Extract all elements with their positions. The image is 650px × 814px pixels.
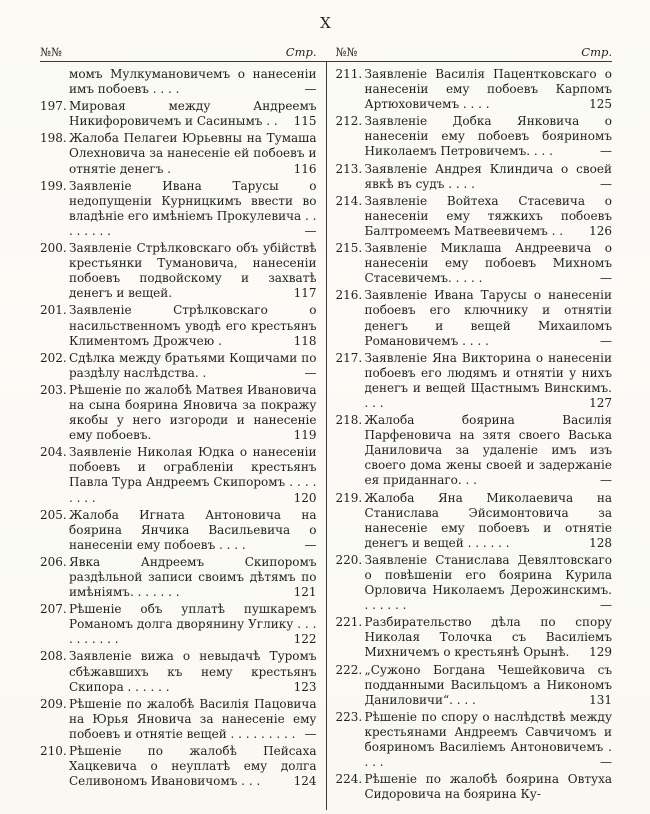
entry-text: Мировая между Андреемъ Никифоровичемъ и Сасинымъ . . (69, 99, 317, 129)
entry-number: 213. (335, 161, 363, 176)
entry-page: 131 (589, 692, 612, 707)
page-column-header: Стр. (581, 45, 612, 59)
entry-text: Разбирательство дѣла по спору Николая Толочка съ Василіемъ Михничемъ о крестьянѣ Орынѣ. (364, 615, 612, 660)
entry-text: Рѣшеніе по жалобѣ Пейсаха Хацкевича о неуплатѣ ему долга Селивономъ Ивановичомъ . . . (69, 744, 317, 789)
entry-text: Жалоба Пелагеи Юрьевны на Тумаша Олехновича за нанесеніе ей побоевъ и отнятіе денегъ . (69, 131, 317, 176)
entry-page: 119 (293, 428, 317, 443)
entry-number: 210. (40, 744, 67, 759)
toc-entry (336, 491, 613, 551)
toc-columns (40, 62, 612, 810)
entry-page: — (304, 537, 317, 552)
entry-number: 198. (40, 131, 67, 146)
entry-page: 115 (293, 114, 317, 129)
entry-number: 215. (335, 241, 363, 256)
entry-text: Рѣшеніе по спору о наслѣдствѣ между крестьянами Андреемъ Савчичомъ и бояриномъ Василіемъ Антоновичемъ . . . . (364, 709, 612, 770)
entry-text: Рѣшеніе по жалобѣ Василія Пацовича на Юрья Яновича за нанесеніе ему побоевъ и отнятіе вещей . . . . . . . . . (69, 696, 317, 741)
entry-text: Жалоба Яна Миколаевича на Станислава Эйсимонтовича за нанесеніе ему побоевъ и отнятіе денегъ и вещей . . . . . . (364, 490, 612, 550)
toc-left-column (40, 62, 326, 810)
entry-text: Рѣшеніе по жалобѣ боярина Овтуха Сидоровича на боярина Ку- (364, 772, 612, 802)
toc-entry (40, 99, 317, 129)
entry-number: 204. (40, 445, 67, 460)
entry-page: — (304, 82, 317, 97)
toc-entry (40, 649, 317, 694)
toc-entry (336, 288, 613, 348)
entry-page: — (600, 755, 612, 770)
entry-text: Заявленіе Ивана Тарусы о недопущеніи Курницкимъ ввести во владѣніе его имѣніемъ Прокулевича . . . . . . . . (69, 178, 317, 238)
entry-text: момъ Мулкумановичемъ о нанесеніи имъ побоевъ . . . . (69, 67, 317, 97)
toc-entry (40, 67, 317, 97)
entry-number: 221. (335, 615, 363, 630)
entry-text: Жалоба боярина Василія Парфеновича на зятя своего Васька Даниловича за удаленіе имъ изъ своего дома жены своей и задержаніе ея приданнаго. . . (364, 413, 612, 488)
entry-page: — (600, 144, 612, 159)
entry-text: Заявленіе Миклаша Андреевича о нанесеніи ему побоевъ Михномъ Стасевичемъ. . . . . (364, 241, 612, 286)
entry-number: 199. (40, 178, 67, 193)
entry-number: 206. (40, 554, 67, 569)
number-column-header: №№ (335, 45, 358, 59)
entry-number: 214. (335, 193, 363, 208)
entry-text: Заявленіе Стрѣлковскаго о насильственномъ уводѣ его крестьянъ Климентомъ Дрожчею . (69, 303, 317, 348)
toc-entry (40, 744, 317, 789)
entry-page: — (600, 333, 612, 348)
entry-text: Рѣшеніе объ уплатѣ пушкаремъ Романомъ долга дворянину Углику . . . . . . . . . . (69, 602, 317, 647)
toc-entry (336, 114, 613, 159)
entry-page: 122 (293, 632, 317, 647)
entry-text: Заявленіе Андрея Клиндича о своей явкѣ въ судъ . . . . (364, 161, 612, 191)
entry-number: 218. (335, 413, 363, 428)
column-header-left (40, 45, 326, 59)
entry-number: 209. (40, 696, 67, 711)
entry-text: Явка Андреемъ Скипоромъ раздѣльной записи своимъ дѣтямъ по имѣніямъ. . . . . . . (69, 554, 317, 600)
entry-number: 202. (40, 350, 67, 365)
toc-entry (40, 445, 317, 505)
entry-page: 126 (589, 223, 612, 238)
entry-number: 216. (335, 288, 363, 303)
entry-text: Жалоба Игната Антоновича на боярина Янчика Васильевича о нанесеніи ему побоевъ . . . . (69, 507, 317, 552)
toc-entry (336, 663, 613, 708)
toc-entry (40, 697, 317, 742)
entry-number: 223. (335, 709, 363, 724)
entry-number: 219. (335, 490, 363, 505)
entry-number: 222. (335, 662, 363, 677)
entry-number: 207. (40, 602, 67, 617)
entry-text: Заявленіе Василія Пацентковскаго о нанесеніи ему побоевъ Карпомъ Артюховичемъ . . . . (364, 67, 612, 112)
page-column-header: Стр. (285, 45, 317, 59)
entry-number: 224. (335, 772, 363, 787)
entry-page: 121 (293, 585, 317, 600)
entry-page: 120 (293, 490, 317, 505)
entry-text: Сдѣлка между братьями Кощичами по раздѣлу наслѣдства. . (69, 350, 317, 380)
toc-entry (336, 67, 613, 112)
toc-entry (336, 351, 613, 411)
entry-number: 211. (335, 67, 363, 81)
entry-page: — (600, 598, 612, 613)
entry-page: — (304, 223, 317, 238)
entry-number: 197. (40, 99, 67, 114)
toc-entry (40, 508, 317, 553)
entry-text: Заявленіе Войтеха Стасевича о нанесеніи ему тяжкихъ побоевъ Балтромеемъ Матвеевичемъ . . (364, 193, 612, 238)
toc-entry (40, 383, 317, 443)
entry-text: Рѣшеніе по жалобѣ Матвея Ивановича на сына боярина Яновича за покражу якобы у него изгороди и нанесеніе ему побоевъ. (69, 382, 317, 443)
entry-text: Заявленіе Яна Викторина о нанесеніи побоевъ его людямъ и отнятіи у нихъ денегъ и вещей Щастнымъ Винскимъ. . . . (364, 350, 612, 410)
entry-page: 118 (293, 333, 317, 348)
entry-page: — (600, 176, 612, 191)
entry-text: Заявленіе Стрѣлковскаго объ убійствѣ крестьянки Тумановича, нанесеніи побоевъ подвойскому и захватѣ денегъ и вещей. (69, 241, 317, 301)
entry-page: 129 (589, 645, 612, 660)
entry-page: — (600, 271, 612, 286)
toc-entry (40, 131, 317, 176)
toc-entry (336, 162, 613, 192)
entry-number: 200. (40, 241, 67, 256)
page-roman-numeral: X (320, 14, 332, 32)
entry-page: 116 (293, 161, 317, 176)
toc-entry (336, 241, 613, 286)
toc-right-column (327, 62, 613, 810)
entry-text: Заявленіе Ивана Тарусы о нанесеніи побоевъ его ключнику и отнятіи денегъ и вещей Михаиломъ Романовичемъ . . . . (364, 288, 612, 348)
toc-entry (40, 303, 317, 348)
entry-page: — (304, 365, 317, 380)
entry-page: 117 (293, 286, 317, 301)
entry-page: 125 (589, 97, 612, 112)
number-column-header: №№ (40, 45, 62, 59)
column-header-right (327, 45, 613, 59)
toc-entry (40, 602, 317, 647)
toc-entry (336, 413, 613, 488)
entry-number: 208. (40, 649, 67, 664)
toc-entry (336, 710, 613, 770)
entry-page: 127 (589, 395, 612, 410)
entry-text: Заявленіе вижа о невыдачѣ Туромъ сбѣжавшихъ къ нему крестьянъ Скипора . . . . . . (69, 649, 317, 694)
entry-number: 205. (40, 507, 67, 522)
toc-entry (40, 351, 317, 381)
toc-entry (336, 194, 613, 239)
column-headers-row (40, 45, 612, 62)
entry-page: 123 (293, 679, 317, 694)
toc-entry (40, 241, 317, 301)
entry-number: 201. (40, 303, 67, 318)
entry-text: Заявленіе Добка Янковича о нанесеніи ему побоевъ бояриномъ Николаемъ Петровичемъ. . . . (364, 114, 612, 159)
toc-entry (336, 615, 613, 660)
entry-page: 124 (293, 774, 317, 789)
entry-number: 220. (335, 552, 363, 567)
entry-number: 217. (335, 350, 363, 365)
toc-entry (336, 772, 613, 802)
entry-number: 212. (335, 114, 363, 129)
entry-page: 128 (589, 535, 612, 550)
toc-entry (336, 553, 613, 613)
entry-page: — (304, 726, 317, 741)
toc-entry (40, 179, 317, 239)
entry-text: Заявленіе Николая Юдка о нанесеніи побоевъ и ограбленіи крестьянъ Павла Тура Андреемъ Скипоромъ . . . . . . . . (69, 445, 317, 505)
entry-number: 203. (40, 382, 67, 397)
entry-text: „Сужоно Богдана Чешейковича съ подданными Васильцомъ а Никономъ Даниловичи“. . . . (364, 662, 612, 707)
toc-entry (40, 555, 317, 600)
entry-page: — (600, 473, 612, 488)
entry-text: Заявленіе Станислава Девялтовскаго о повѣшеніи его боярина Курила Орловича Николаемъ Дерожинскимъ. . . . . . . (364, 552, 612, 613)
